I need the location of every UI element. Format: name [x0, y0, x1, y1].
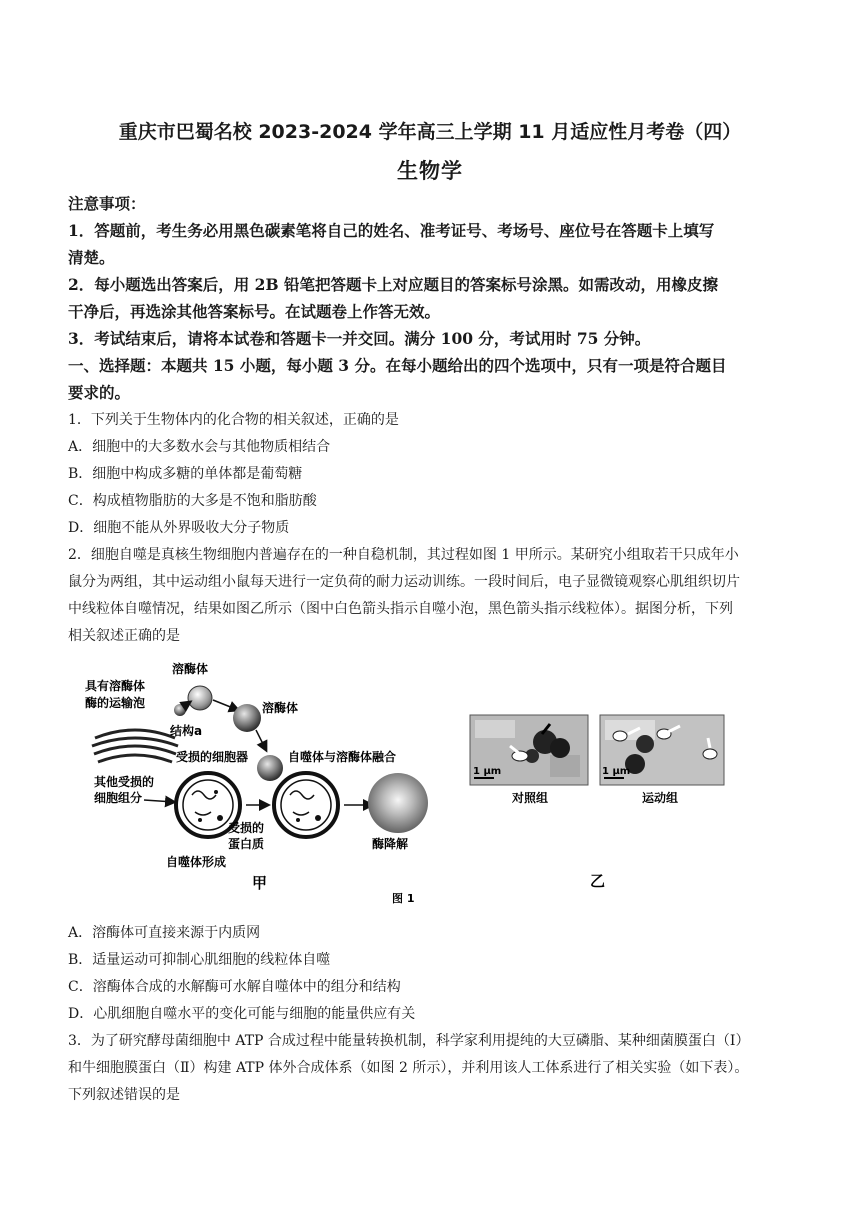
q2-option-c: C．溶酶体合成的水解酶可水解自噬体中的组分和结构 — [68, 979, 401, 995]
q2-stem-3: 中线粒体自噬情况，结果如图乙所示（图中白色箭头指示自噬小泡，黑色箭头指示线粒体）。据图分析，下列 — [68, 601, 733, 617]
fusing-lysosome-icon — [257, 755, 283, 781]
autolysosome-icon — [274, 773, 338, 837]
q2-stem-4: 相关叙述正确的是 — [68, 628, 180, 644]
q1-stem: 1．下列关于生物体内的化合物的相关叙述，正确的是 — [68, 412, 399, 428]
q1-option-d: D．细胞不能从外界吸收大分子物质 — [68, 520, 290, 536]
label-damaged-protein-2: 蛋白质 — [228, 837, 265, 851]
q1-option-a: A．细胞中的大多数水会与其他物质相结合 — [68, 439, 331, 455]
q2-stem-1: 2．细胞自噬是真核生物细胞内普遍存在的一种自稳机制，其过程如图 1 甲所示。某研究小组取若干只成年小 — [68, 547, 739, 563]
notice-item-3: 3．考试结束后，请将本试卷和答题卡一并交回。满分 100 分，考试用时 75 分钟。 — [68, 329, 651, 348]
notice-item-2: 2．每小题选出答案后，用 2B 铅笔把答题卡上对应题目的答案标号涂黑。如需改动，用橡皮擦 — [68, 275, 718, 294]
figure-caption: 图 1 — [392, 892, 415, 905]
notice-heading: 注意事项： — [68, 194, 146, 213]
label-damaged-organelle: 受损的细胞器 — [176, 750, 249, 764]
label-formation: 自噬体形成 — [166, 855, 227, 869]
golgi-apparatus-icon — [92, 730, 178, 762]
q2-option-b: B．适量运动可抑制心肌细胞的线粒体自噬 — [68, 952, 331, 968]
label-yi: 乙 — [590, 872, 606, 890]
label-scale-1: 1 μm — [473, 766, 502, 777]
label-jia: 甲 — [252, 874, 268, 892]
q1-option-c: C．构成植物脂肪的大多是不饱和脂肪酸 — [68, 493, 317, 509]
label-degrade: 酶降解 — [372, 837, 409, 851]
q1-option-b: B．细胞中构成多糖的单体都是葡萄糖 — [68, 466, 303, 482]
label-exercise: 运动组 — [642, 791, 679, 805]
label-vesicle-1: 具有溶酶体 — [85, 679, 146, 693]
label-scale-2: 1 μm — [602, 766, 631, 777]
label-fusion: 自噬体与溶酶体融合 — [288, 750, 397, 764]
subject-title: 生物学 — [397, 159, 463, 183]
label-control: 对照组 — [512, 791, 549, 805]
q3-stem-3: 下列叙述错误的是 — [68, 1087, 180, 1103]
q2-stem-2: 鼠分为两组，其中运动组小鼠每天进行一定负荷的耐力运动训练。一段时间后，电子显微镜观察心肌组织切片 — [68, 574, 740, 590]
degraded-vesicle-icon — [368, 773, 428, 833]
q2-option-d: D．心肌细胞自噬水平的变化可能与细胞的能量供应有关 — [68, 1006, 416, 1022]
label-damaged-protein-1: 受损的 — [228, 821, 265, 835]
label-lysosome-mid: 溶酶体 — [262, 701, 299, 715]
lysosome-small-icon — [188, 686, 212, 710]
section-heading-cont: 要求的。 — [68, 383, 131, 402]
q2-option-a: A．溶酶体可直接来源于内质网 — [68, 925, 261, 941]
section-heading: 一、选择题：本题共 15 小题，每小题 3 分。在每小题给出的四个选项中，只有一项是符合题目 — [68, 356, 727, 375]
q3-stem-1: 3．为了研究酵母菌细胞中 ATP 合成过程中能量转换机制，科学家利用提纯的大豆磷脂、某种细菌膜蛋白（I） — [68, 1033, 750, 1049]
figure-1 — [80, 660, 760, 910]
label-vesicle-2: 酶的运输泡 — [85, 696, 146, 710]
notice-item-1: 1．答题前，考生务必用黑色碳素笔将自己的姓名、准考证号、考场号、座位号在答题卡上填写 — [68, 221, 715, 240]
label-other-1: 其他受损的 — [94, 775, 155, 789]
lysosome-icon — [233, 704, 261, 732]
label-other-2: 细胞组分 — [94, 791, 143, 805]
notice-item-1-cont: 清楚。 — [68, 248, 115, 267]
label-structure-a: 结构a — [170, 724, 203, 738]
q3-stem-2: 和牛细胞膜蛋白（Ⅱ）构建 ATP 体外合成体系（如图 2 所示），并利用该人工体系进行了相关实验（如下表）。 — [68, 1060, 749, 1076]
exam-title: 重庆市巴蜀名校 2023-2024 学年高三上学期 11 月适应性月考卷（四） — [118, 121, 742, 143]
label-lysosome-top: 溶酶体 — [172, 662, 209, 676]
notice-item-2-cont: 干净后，再选涂其他答案标号。在试题卷上作答无效。 — [68, 302, 441, 321]
